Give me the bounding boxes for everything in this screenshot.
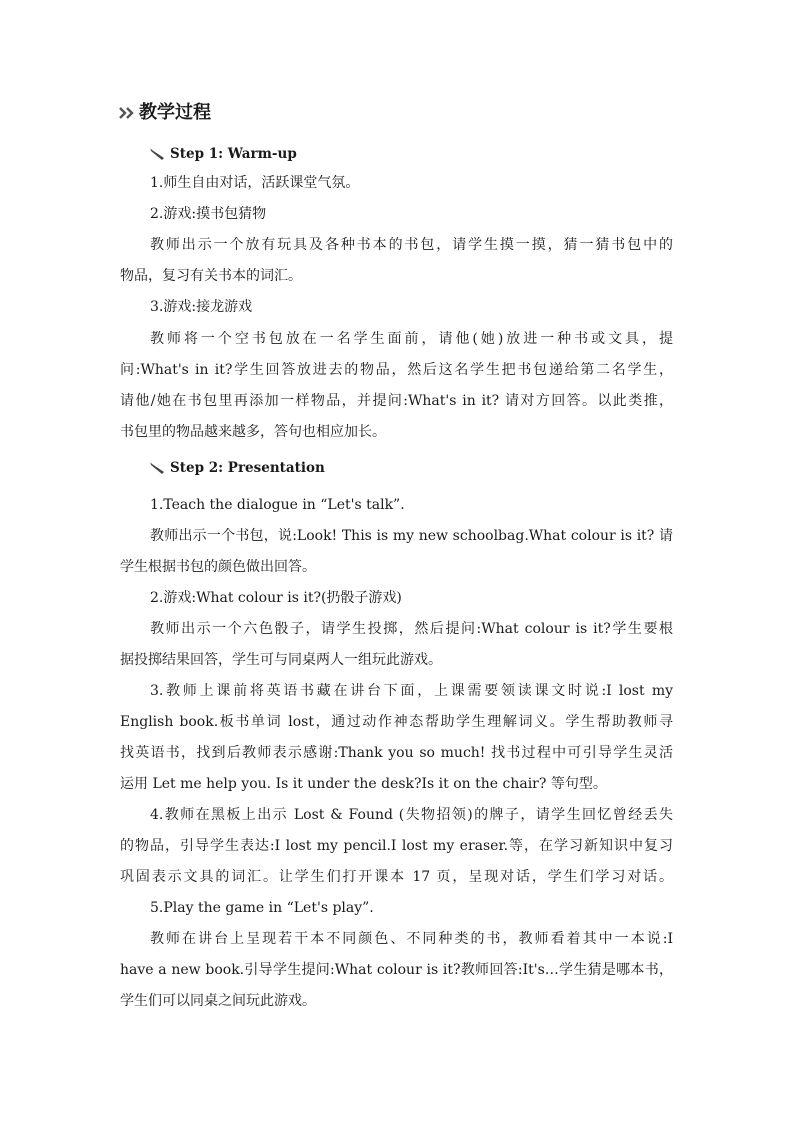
step2-line-5: 教师出示一个六色骰子，请学生投掷，然后提问:What colour is it?学生要根 — [150, 621, 673, 637]
step2-line-17: 学生们可以同桌之间玩此游戏。 — [120, 993, 316, 1009]
step2-line-2: 教师出示一个书包，说:Look! This is my new schoolbag.What colour is it? 请 — [150, 528, 673, 544]
step2-line-14: 5.Play the game in “Let's play”. — [150, 900, 374, 916]
step2-line-10: 运用 Let me help you. Is it under the desk?Is it on the chair? 等句型。 — [120, 776, 607, 792]
step1-line-9: 书包里的物品越来越多，答句也相应加长。 — [120, 424, 386, 440]
step2-title — [150, 458, 325, 478]
step1-line-1: 1.师生自由对话，活跃课堂气氛。 — [150, 175, 360, 191]
step1-line-8: 请他/她在书包里再添加一样物品，并提问:What's in it? 请对方回答。以此类推， — [120, 393, 673, 409]
step1-line-4: 物品，复习有关书本的词汇。 — [120, 268, 302, 284]
pencil-icon — [150, 461, 168, 475]
step1-line-6: 教师将一个空书包放在一名学生面前，请他(她)放进一种书或文具，提 — [150, 331, 673, 347]
step2-line-7: 3.教师上课前将英语书藏在讲台下面，上课需要领读课文时说:I lost my — [150, 683, 673, 699]
step1-title-text: Step 1: Warm-up — [170, 146, 297, 162]
step2-line-9: 找英语书，找到后教师表示感谢:Thank you so much! 找书过程中可引导学生灵活 — [120, 745, 673, 761]
step2-line-4: 2.游戏:What colour is it?(扔骰子游戏) — [150, 590, 402, 606]
step2-line-13: 巩固表示文具的词汇。让学生们打开课本 17 页，呈现对话，学生们学习对话。 — [120, 869, 673, 885]
step2-line-3: 学生根据书包的颜色做出回答。 — [120, 559, 316, 575]
step2-line-12: 的物品，引导学生表达:I lost my pencil.I lost my eraser.等，在学习新知识中复习 — [120, 838, 673, 854]
pencil-icon — [150, 147, 168, 161]
step1-line-5: 3.游戏:接龙游戏 — [150, 299, 253, 315]
step2-line-8: English book.板书单词 lost，通过动作神态帮助学生理解词义。学生帮助教师寻 — [120, 714, 673, 730]
step2-line-15: 教师在讲台上呈现若干本不同颜色、不同种类的书，教师看着其中一本说:I — [150, 931, 673, 947]
step1-line-3: 教师出示一个放有玩具及各种书本的书包，请学生摸一摸，猜一猜书包中的 — [150, 237, 673, 253]
step1-line-7: 问:What's in it?学生回答放进去的物品，然后这名学生把书包递给第二名学生， — [120, 362, 673, 378]
step2-line-6: 据投掷结果回答，学生可与同桌两人一组玩此游戏。 — [120, 652, 442, 668]
step2-line-11: 4.教师在黑板上出示 Lost & Found (失物招领)的牌子，请学生回忆曾经丢失 — [150, 807, 673, 823]
step2-title-text: Step 2: Presentation — [170, 460, 325, 476]
double-chevron-icon — [118, 106, 138, 120]
section-heading — [118, 101, 211, 125]
step1-line-2: 2.游戏:摸书包猜物 — [150, 206, 267, 222]
step2-line-16: have a new book.引导学生提问:What colour is it?教师回答:It's…学生猜是哪本书， — [120, 962, 673, 978]
heading-text: 教学过程 — [139, 102, 211, 123]
step2-line-1: 1.Teach the dialogue in “Let's talk”. — [150, 497, 405, 513]
step1-title — [150, 144, 297, 164]
